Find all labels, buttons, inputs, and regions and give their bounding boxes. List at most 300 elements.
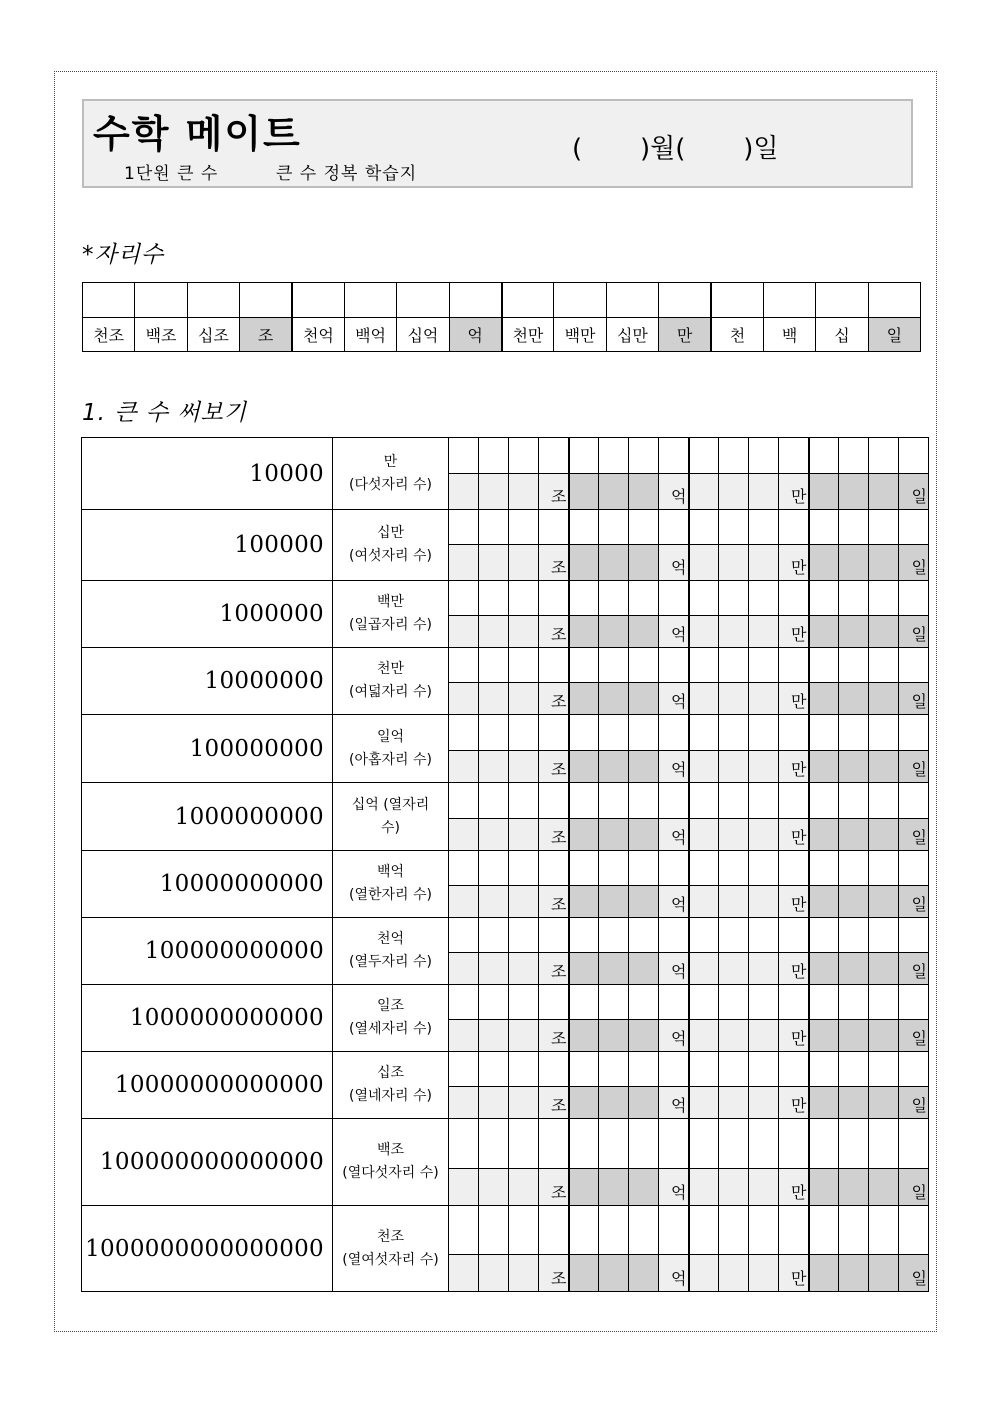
digit-input-cell[interactable] [509,648,539,683]
guide-cell[interactable] [479,886,509,918]
digit-input-cell[interactable] [479,985,509,1020]
guide-cell[interactable] [629,683,659,715]
digit-input-cell[interactable] [719,715,749,751]
digit-input-cell[interactable] [569,783,599,819]
unit-guide-cell[interactable]: 일 [899,1255,929,1292]
guide-cell[interactable] [479,683,509,715]
digit-input-cell[interactable] [659,581,689,616]
digit-input-cell[interactable] [689,918,719,953]
digit-input-cell[interactable] [749,438,779,474]
unit-guide-cell[interactable]: 일 [899,545,929,581]
guide-cell[interactable] [869,1087,899,1119]
digit-input-cell[interactable] [749,581,779,616]
guide-cell[interactable] [719,683,749,715]
digit-input-cell[interactable] [659,510,689,545]
guide-cell[interactable] [869,545,899,581]
guide-cell[interactable] [839,683,869,715]
guide-cell[interactable] [839,616,869,648]
digit-input-cell[interactable] [809,715,839,751]
digit-input-cell[interactable] [689,510,719,545]
guide-cell[interactable] [479,953,509,985]
digit-input-cell[interactable] [659,851,689,886]
digit-input-cell[interactable] [749,510,779,545]
unit-guide-cell[interactable]: 억 [659,819,689,851]
guide-cell[interactable] [749,1169,779,1206]
unit-guide-cell[interactable]: 일 [899,751,929,783]
digit-input-cell[interactable] [749,715,779,751]
digit-input-cell[interactable] [779,438,809,474]
digit-input-cell[interactable] [449,1119,479,1169]
digit-input-cell[interactable] [479,510,509,545]
digit-input-cell[interactable] [899,1052,929,1087]
unit-guide-cell[interactable]: 만 [779,886,809,918]
guide-cell[interactable] [809,474,839,510]
digit-input-cell[interactable] [599,438,629,474]
digit-input-cell[interactable] [869,581,899,616]
guide-cell[interactable] [569,683,599,715]
digit-input-cell[interactable] [449,581,479,616]
digit-input-cell[interactable] [569,1119,599,1169]
digit-input-cell[interactable] [839,1052,869,1087]
digit-input-cell[interactable] [869,715,899,751]
digit-input-cell[interactable] [689,783,719,819]
unit-guide-cell[interactable]: 억 [659,1169,689,1206]
digit-input-cell[interactable] [599,985,629,1020]
digit-input-cell[interactable] [569,1052,599,1087]
unit-guide-cell[interactable]: 억 [659,616,689,648]
guide-cell[interactable] [869,474,899,510]
guide-cell[interactable] [809,1255,839,1292]
guide-cell[interactable] [479,1255,509,1292]
digit-input-cell[interactable] [629,1119,659,1169]
guide-cell[interactable] [629,886,659,918]
digit-input-cell[interactable] [719,510,749,545]
digit-input-cell[interactable] [599,1052,629,1087]
guide-cell[interactable] [719,886,749,918]
guide-cell[interactable] [869,1020,899,1052]
guide-cell[interactable] [689,1087,719,1119]
guide-cell[interactable] [749,616,779,648]
digit-input-cell[interactable] [509,851,539,886]
guide-cell[interactable] [599,1169,629,1206]
digit-input-cell[interactable] [839,851,869,886]
guide-cell[interactable] [869,616,899,648]
guide-cell[interactable] [569,886,599,918]
unit-guide-cell[interactable]: 만 [779,819,809,851]
guide-cell[interactable] [449,1020,479,1052]
guide-cell[interactable] [629,1169,659,1206]
digit-input-cell[interactable] [509,1052,539,1087]
unit-guide-cell[interactable]: 억 [659,953,689,985]
date-day[interactable]: ( )일 [675,134,779,164]
digit-input-cell[interactable] [779,648,809,683]
digit-input-cell[interactable] [539,1119,569,1169]
digit-input-cell[interactable] [899,581,929,616]
guide-cell[interactable] [479,545,509,581]
guide-cell[interactable] [689,545,719,581]
guide-cell[interactable] [479,616,509,648]
digit-input-cell[interactable] [629,985,659,1020]
guide-cell[interactable] [869,953,899,985]
digit-input-cell[interactable] [479,851,509,886]
place-value-blank-cell[interactable] [397,283,449,318]
digit-input-cell[interactable] [659,715,689,751]
guide-cell[interactable] [629,819,659,851]
digit-input-cell[interactable] [809,783,839,819]
guide-cell[interactable] [569,751,599,783]
digit-input-cell[interactable] [449,715,479,751]
guide-cell[interactable] [749,1020,779,1052]
guide-cell[interactable] [509,545,539,581]
digit-input-cell[interactable] [539,648,569,683]
unit-guide-cell[interactable]: 조 [539,953,569,985]
unit-guide-cell[interactable]: 일 [899,616,929,648]
unit-guide-cell[interactable]: 억 [659,474,689,510]
guide-cell[interactable] [509,1169,539,1206]
digit-input-cell[interactable] [659,783,689,819]
digit-input-cell[interactable] [509,1206,539,1255]
guide-cell[interactable] [449,1087,479,1119]
unit-guide-cell[interactable]: 만 [779,1255,809,1292]
guide-cell[interactable] [599,683,629,715]
guide-cell[interactable] [629,616,659,648]
digit-input-cell[interactable] [719,438,749,474]
digit-input-cell[interactable] [479,648,509,683]
guide-cell[interactable] [569,545,599,581]
digit-input-cell[interactable] [449,851,479,886]
digit-input-cell[interactable] [629,510,659,545]
guide-cell[interactable] [599,1255,629,1292]
guide-cell[interactable] [629,545,659,581]
guide-cell[interactable] [509,683,539,715]
guide-cell[interactable] [449,953,479,985]
digit-input-cell[interactable] [629,581,659,616]
digit-input-cell[interactable] [809,438,839,474]
unit-guide-cell[interactable]: 억 [659,1020,689,1052]
guide-cell[interactable] [719,1169,749,1206]
digit-input-cell[interactable] [719,985,749,1020]
digit-input-cell[interactable] [719,918,749,953]
digit-input-cell[interactable] [899,851,929,886]
guide-cell[interactable] [839,1087,869,1119]
guide-cell[interactable] [869,1255,899,1292]
digit-input-cell[interactable] [539,783,569,819]
digit-input-cell[interactable] [809,985,839,1020]
unit-guide-cell[interactable]: 조 [539,683,569,715]
guide-cell[interactable] [569,1169,599,1206]
guide-cell[interactable] [839,1255,869,1292]
guide-cell[interactable] [449,1255,479,1292]
place-value-blank-cell[interactable] [83,283,135,318]
guide-cell[interactable] [809,1169,839,1206]
guide-cell[interactable] [839,819,869,851]
guide-cell[interactable] [839,545,869,581]
guide-cell[interactable] [689,616,719,648]
digit-input-cell[interactable] [719,851,749,886]
digit-input-cell[interactable] [869,1052,899,1087]
guide-cell[interactable] [629,1255,659,1292]
place-value-blank-cell[interactable] [816,283,868,318]
digit-input-cell[interactable] [869,783,899,819]
guide-cell[interactable] [689,474,719,510]
digit-input-cell[interactable] [569,715,599,751]
digit-input-cell[interactable] [539,715,569,751]
guide-cell[interactable] [599,1087,629,1119]
guide-cell[interactable] [599,545,629,581]
digit-input-cell[interactable] [509,783,539,819]
guide-cell[interactable] [869,751,899,783]
guide-cell[interactable] [449,751,479,783]
place-value-blank-cell[interactable] [606,283,658,318]
digit-input-cell[interactable] [719,648,749,683]
digit-input-cell[interactable] [479,1052,509,1087]
digit-input-cell[interactable] [809,648,839,683]
guide-cell[interactable] [599,886,629,918]
guide-cell[interactable] [509,474,539,510]
digit-input-cell[interactable] [899,918,929,953]
digit-input-cell[interactable] [839,715,869,751]
digit-input-cell[interactable] [869,851,899,886]
guide-cell[interactable] [449,616,479,648]
digit-input-cell[interactable] [839,918,869,953]
place-value-blank-cell[interactable] [502,283,554,318]
place-value-blank-cell[interactable] [711,283,763,318]
digit-input-cell[interactable] [749,1119,779,1169]
digit-input-cell[interactable] [899,648,929,683]
digit-input-cell[interactable] [839,438,869,474]
guide-cell[interactable] [809,886,839,918]
guide-cell[interactable] [719,474,749,510]
digit-input-cell[interactable] [809,1119,839,1169]
digit-input-cell[interactable] [899,1206,929,1255]
unit-guide-cell[interactable]: 조 [539,1087,569,1119]
digit-input-cell[interactable] [659,1119,689,1169]
unit-guide-cell[interactable]: 조 [539,545,569,581]
digit-input-cell[interactable] [749,851,779,886]
unit-guide-cell[interactable]: 조 [539,1169,569,1206]
digit-input-cell[interactable] [719,581,749,616]
digit-input-cell[interactable] [479,918,509,953]
guide-cell[interactable] [809,1020,839,1052]
digit-input-cell[interactable] [779,510,809,545]
guide-cell[interactable] [479,474,509,510]
guide-cell[interactable] [749,545,779,581]
digit-input-cell[interactable] [779,1206,809,1255]
guide-cell[interactable] [599,819,629,851]
digit-input-cell[interactable] [689,648,719,683]
guide-cell[interactable] [629,1087,659,1119]
unit-guide-cell[interactable]: 만 [779,474,809,510]
unit-guide-cell[interactable]: 억 [659,683,689,715]
digit-input-cell[interactable] [629,783,659,819]
digit-input-cell[interactable] [869,648,899,683]
guide-cell[interactable] [689,1255,719,1292]
guide-cell[interactable] [569,474,599,510]
unit-guide-cell[interactable]: 억 [659,545,689,581]
guide-cell[interactable] [749,886,779,918]
digit-input-cell[interactable] [599,1206,629,1255]
guide-cell[interactable] [719,1020,749,1052]
digit-input-cell[interactable] [899,715,929,751]
guide-cell[interactable] [569,1087,599,1119]
guide-cell[interactable] [599,953,629,985]
digit-input-cell[interactable] [689,1119,719,1169]
unit-guide-cell[interactable]: 억 [659,1255,689,1292]
digit-input-cell[interactable] [539,918,569,953]
digit-input-cell[interactable] [569,581,599,616]
guide-cell[interactable] [689,953,719,985]
guide-cell[interactable] [599,751,629,783]
digit-input-cell[interactable] [599,715,629,751]
digit-input-cell[interactable] [509,438,539,474]
guide-cell[interactable] [509,1255,539,1292]
guide-cell[interactable] [749,1255,779,1292]
digit-input-cell[interactable] [869,510,899,545]
guide-cell[interactable] [869,819,899,851]
guide-cell[interactable] [449,886,479,918]
unit-guide-cell[interactable]: 만 [779,1087,809,1119]
digit-input-cell[interactable] [599,510,629,545]
guide-cell[interactable] [809,683,839,715]
digit-input-cell[interactable] [599,918,629,953]
guide-cell[interactable] [509,751,539,783]
guide-cell[interactable] [719,751,749,783]
digit-input-cell[interactable] [479,438,509,474]
guide-cell[interactable] [509,819,539,851]
digit-input-cell[interactable] [569,1206,599,1255]
guide-cell[interactable] [719,1087,749,1119]
digit-input-cell[interactable] [659,918,689,953]
unit-guide-cell[interactable]: 조 [539,616,569,648]
digit-input-cell[interactable] [479,715,509,751]
digit-input-cell[interactable] [749,783,779,819]
digit-input-cell[interactable] [599,783,629,819]
digit-input-cell[interactable] [629,851,659,886]
digit-input-cell[interactable] [749,1052,779,1087]
guide-cell[interactable] [719,953,749,985]
guide-cell[interactable] [749,819,779,851]
digit-input-cell[interactable] [779,783,809,819]
unit-guide-cell[interactable]: 일 [899,474,929,510]
digit-input-cell[interactable] [569,510,599,545]
unit-guide-cell[interactable]: 만 [779,616,809,648]
digit-input-cell[interactable] [659,985,689,1020]
digit-input-cell[interactable] [809,510,839,545]
digit-input-cell[interactable] [569,918,599,953]
guide-cell[interactable] [839,474,869,510]
digit-input-cell[interactable] [629,438,659,474]
unit-guide-cell[interactable]: 억 [659,751,689,783]
guide-cell[interactable] [689,819,719,851]
unit-guide-cell[interactable]: 만 [779,1169,809,1206]
digit-input-cell[interactable] [839,1119,869,1169]
digit-input-cell[interactable] [659,1052,689,1087]
place-value-blank-cell[interactable] [763,283,815,318]
guide-cell[interactable] [569,1255,599,1292]
unit-guide-cell[interactable]: 만 [779,545,809,581]
guide-cell[interactable] [809,751,839,783]
unit-guide-cell[interactable]: 조 [539,886,569,918]
guide-cell[interactable] [509,1087,539,1119]
guide-cell[interactable] [749,751,779,783]
unit-guide-cell[interactable]: 조 [539,751,569,783]
guide-cell[interactable] [599,1020,629,1052]
guide-cell[interactable] [509,953,539,985]
place-value-blank-cell[interactable] [449,283,501,318]
digit-input-cell[interactable] [479,1206,509,1255]
digit-input-cell[interactable] [779,581,809,616]
guide-cell[interactable] [509,886,539,918]
digit-input-cell[interactable] [869,918,899,953]
guide-cell[interactable] [629,751,659,783]
digit-input-cell[interactable] [839,783,869,819]
unit-guide-cell[interactable]: 일 [899,953,929,985]
digit-input-cell[interactable] [539,1052,569,1087]
digit-input-cell[interactable] [509,918,539,953]
digit-input-cell[interactable] [749,1206,779,1255]
digit-input-cell[interactable] [479,1119,509,1169]
digit-input-cell[interactable] [599,1119,629,1169]
guide-cell[interactable] [689,1020,719,1052]
digit-input-cell[interactable] [569,438,599,474]
place-value-blank-cell[interactable] [292,283,344,318]
digit-input-cell[interactable] [539,851,569,886]
digit-input-cell[interactable] [449,1206,479,1255]
digit-input-cell[interactable] [719,783,749,819]
digit-input-cell[interactable] [539,985,569,1020]
digit-input-cell[interactable] [509,1119,539,1169]
digit-input-cell[interactable] [599,648,629,683]
digit-input-cell[interactable] [869,438,899,474]
guide-cell[interactable] [599,616,629,648]
guide-cell[interactable] [839,953,869,985]
date-field[interactable] [572,128,779,165]
digit-input-cell[interactable] [899,438,929,474]
digit-input-cell[interactable] [449,438,479,474]
guide-cell[interactable] [569,953,599,985]
guide-cell[interactable] [809,545,839,581]
date-month[interactable]: ( )월 [572,134,676,164]
digit-input-cell[interactable] [539,1206,569,1255]
guide-cell[interactable] [809,953,839,985]
guide-cell[interactable] [629,953,659,985]
digit-input-cell[interactable] [839,648,869,683]
guide-cell[interactable] [569,616,599,648]
guide-cell[interactable] [509,616,539,648]
digit-input-cell[interactable] [689,438,719,474]
guide-cell[interactable] [629,474,659,510]
unit-guide-cell[interactable]: 일 [899,1169,929,1206]
digit-input-cell[interactable] [809,1206,839,1255]
digit-input-cell[interactable] [449,918,479,953]
digit-input-cell[interactable] [749,918,779,953]
digit-input-cell[interactable] [659,1206,689,1255]
digit-input-cell[interactable] [599,851,629,886]
digit-input-cell[interactable] [839,581,869,616]
guide-cell[interactable] [449,819,479,851]
place-value-blank-cell[interactable] [868,283,920,318]
guide-cell[interactable] [809,819,839,851]
digit-input-cell[interactable] [689,715,719,751]
guide-cell[interactable] [809,616,839,648]
unit-guide-cell[interactable]: 만 [779,683,809,715]
guide-cell[interactable] [839,1169,869,1206]
digit-input-cell[interactable] [509,581,539,616]
digit-input-cell[interactable] [749,648,779,683]
guide-cell[interactable] [749,474,779,510]
digit-input-cell[interactable] [899,1119,929,1169]
digit-input-cell[interactable] [779,1052,809,1087]
